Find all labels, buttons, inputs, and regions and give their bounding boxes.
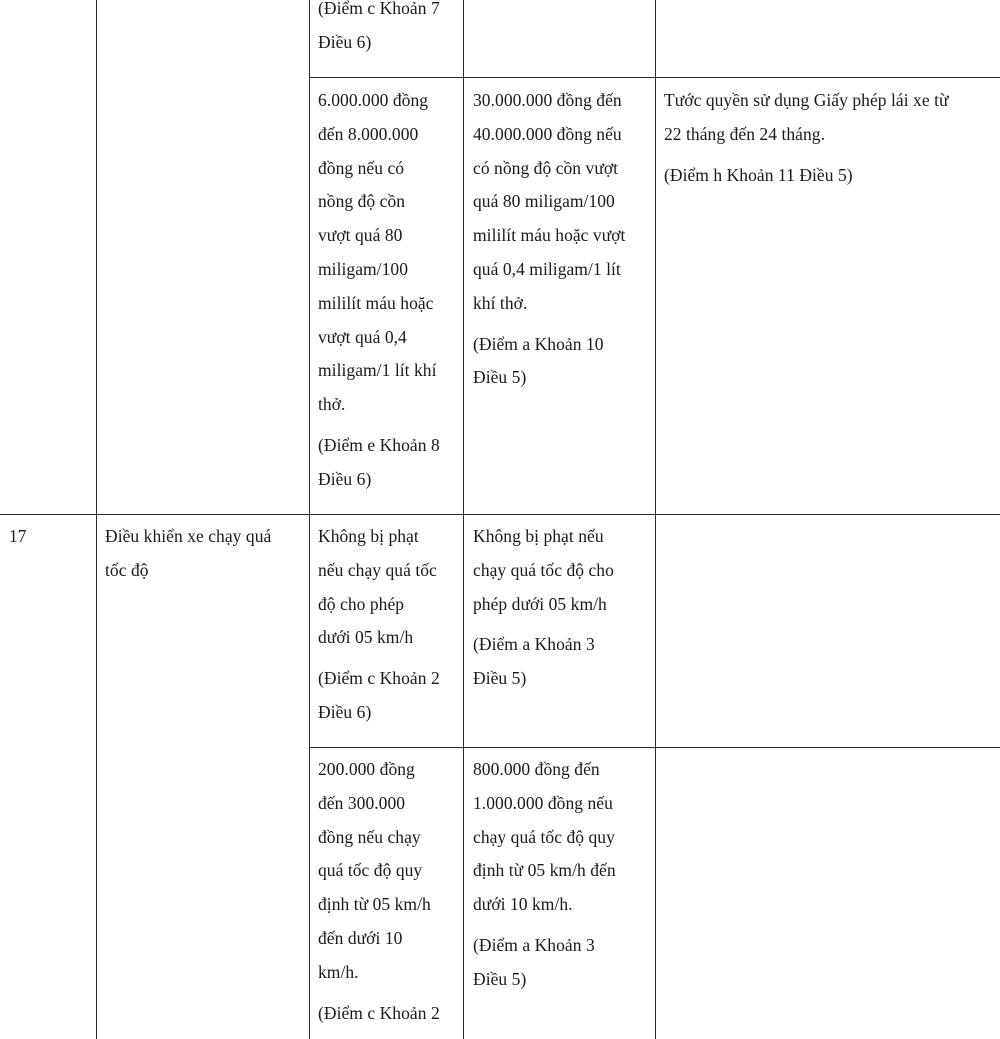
row17-moto-ref — [318, 662, 440, 730]
text-line: dưới 05 km/h — [318, 627, 414, 648]
alcohol-extra-cell — [664, 84, 949, 192]
alcohol-moto-ref — [318, 429, 440, 497]
col-divider-1 — [96, 0, 97, 1039]
text-line: vượt quá 0,4 — [318, 326, 407, 347]
text-line: có nồng độ cồn vượt — [473, 157, 619, 178]
speed-moto-penalty — [318, 753, 440, 990]
text-line: Không bị phạt nếu — [473, 526, 604, 546]
row-divider-b — [0, 514, 1000, 515]
text-line: độ cho phép — [318, 593, 405, 614]
speed-moto-cell — [318, 753, 440, 1030]
text-line: (Điểm c Khoản 7 — [318, 0, 440, 18]
top-moto-cell — [318, 0, 440, 60]
text-line: định từ 05 km/h đến — [473, 860, 616, 881]
text-line: (Điểm a Khoản 3 — [473, 934, 595, 955]
text-line: 200.000 đồng — [318, 759, 415, 779]
top-moto-ref — [318, 0, 440, 60]
alcohol-extra-ref — [664, 159, 949, 193]
text-line: chạy quá tốc độ cho — [473, 559, 614, 580]
row17-car-ref — [473, 628, 614, 696]
text-line: thở. — [318, 394, 346, 415]
text-line: 40.000.000 đồng nếu — [473, 123, 622, 144]
text-line: Tước quyền sử dụng Giấy phép lái xe từ — [664, 90, 949, 110]
text-line: Điều 6) — [318, 31, 372, 52]
col-divider-4 — [655, 0, 656, 1039]
text-line: đến dưới 10 — [318, 927, 403, 948]
col-divider-3 — [463, 0, 464, 1039]
row17-moto-cell — [318, 520, 440, 730]
text-line: quá tốc độ quy — [318, 860, 423, 881]
row17-number-cell — [9, 520, 27, 554]
text-line: quá 0,4 miligam/1 lít — [473, 258, 621, 279]
speed-car-penalty — [473, 753, 616, 922]
text-line: 800.000 đồng đến — [473, 759, 600, 779]
text-line: (Điểm h Khoản 11 Điều 5) — [664, 164, 853, 185]
text-line: phép dưới 05 km/h — [473, 593, 607, 614]
text-line: đồng nếu có — [318, 157, 405, 178]
text-line: Điều 6) — [318, 468, 372, 489]
text-line: quá 80 miligam/100 — [473, 191, 615, 212]
row-number: 17 — [9, 526, 27, 546]
text-line: Điều khiển xe chạy quá — [105, 526, 272, 546]
text-line: nếu chạy quá tốc — [318, 559, 437, 580]
text-line: chạy quá tốc độ quy — [473, 826, 615, 847]
text-line: dưới 10 km/h. — [473, 894, 573, 915]
row-divider-c — [309, 747, 1000, 748]
text-line: mililít máu hoặc — [318, 292, 434, 313]
text-line: miligam/100 — [318, 258, 408, 279]
text-line: Điều 5) — [473, 367, 527, 388]
speed-car-cell — [473, 753, 616, 997]
text-line: Không bị phạt — [318, 526, 419, 546]
alcohol-car-penalty — [473, 84, 625, 321]
row17-car-cell — [473, 520, 614, 696]
text-line: miligam/1 lít khí — [318, 360, 437, 381]
row17-moto-penalty — [318, 520, 440, 655]
alcohol-extra-penalty — [664, 84, 949, 152]
text-line: đến 8.000.000 — [318, 123, 419, 144]
text-line: đồng nếu chạy — [318, 826, 421, 847]
alcohol-car-cell — [473, 84, 625, 395]
row17-violation-cell — [105, 520, 271, 588]
text-line: 30.000.000 đồng đến — [473, 90, 622, 110]
text-line: khí thở. — [473, 292, 528, 313]
text-line: Điều 5) — [473, 668, 527, 689]
text-line: đến 300.000 — [318, 792, 406, 813]
text-line: (Điểm c Khoản 2 — [318, 1002, 440, 1023]
text-line: (Điểm a Khoản 3 — [473, 634, 595, 655]
text-line: Điều 5) — [473, 968, 527, 989]
text-line: (Điểm e Khoản 8 — [318, 434, 440, 455]
text-line: km/h. — [318, 961, 359, 982]
speed-car-ref — [473, 929, 616, 997]
text-line: nồng độ cồn — [318, 191, 406, 212]
text-line: (Điểm c Khoản 2 — [318, 668, 440, 689]
text-line: 1.000.000 đồng nếu — [473, 792, 613, 813]
text-line: Điều 6) — [318, 701, 372, 722]
alcohol-moto-penalty — [318, 84, 440, 422]
text-line: 6.000.000 đồng — [318, 90, 429, 110]
text-line: 22 tháng đến 24 tháng. — [664, 123, 826, 144]
speed-moto-ref — [318, 997, 440, 1031]
text-line: định từ 05 km/h — [318, 894, 431, 915]
alcohol-car-ref — [473, 328, 625, 396]
text-line: mililít máu hoặc vượt — [473, 225, 626, 246]
violation-description — [105, 520, 271, 588]
col-divider-2 — [309, 0, 310, 1039]
alcohol-moto-cell — [318, 84, 440, 497]
row-divider-a — [309, 77, 1000, 78]
text-line: tốc độ — [105, 559, 149, 580]
text-line: vượt quá 80 — [318, 225, 403, 246]
text-line: (Điểm a Khoản 10 — [473, 333, 604, 354]
row17-car-penalty — [473, 520, 614, 621]
